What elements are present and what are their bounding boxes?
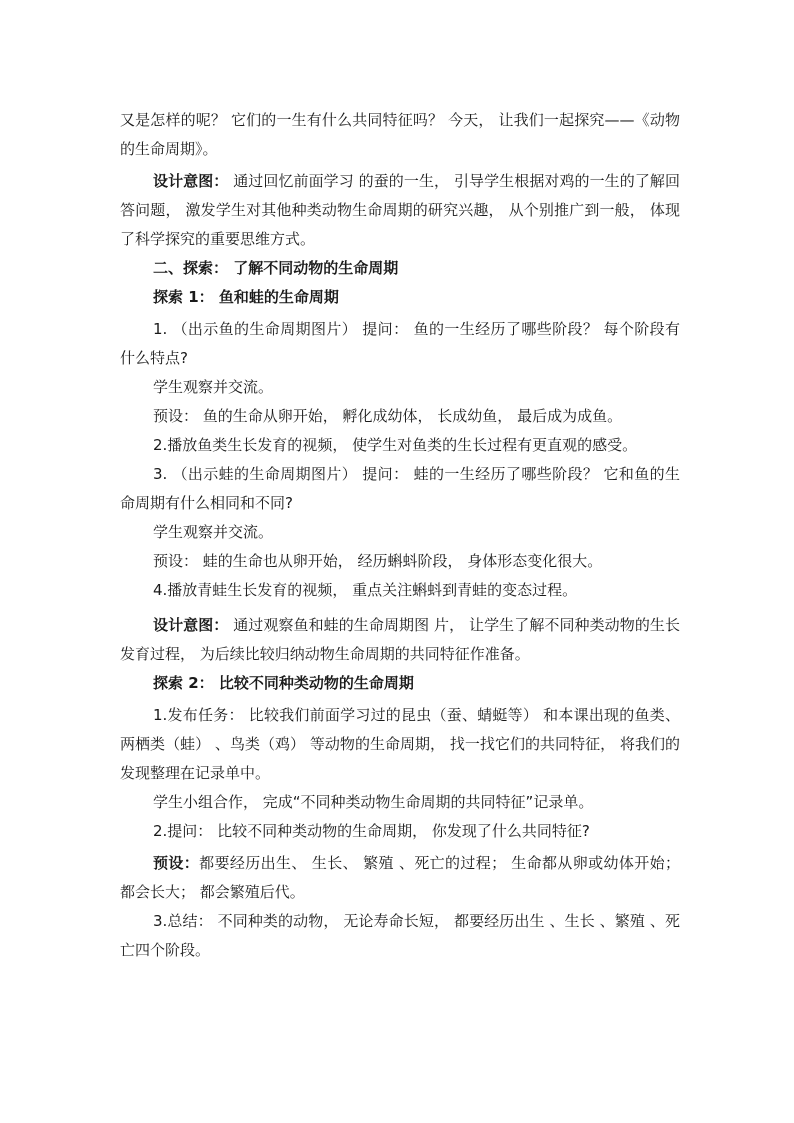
design-intent-label: 设计意图： — [153, 616, 229, 634]
step-1-fish: 1. （出示鱼的生命周期图片） 提问： 鱼的一生经历了哪些阶段？ 每个阶段有什么特点? — [120, 320, 680, 367]
subheading-explore-1: 探索 1： 鱼和蛙的生命周期 — [153, 288, 339, 306]
design-intent-text: 通过回忆前面学习 的蚕的一生， 引导学生根据对鸡的一生的了解回答问题， 激发学生对其他种类动物生命周期的研究兴趣， 从个别推广到一般， 体现了科学探究的重要思维方式。 — [120, 172, 680, 248]
step-2-fish-video: 2.播放鱼类生长发育的视频， 使学生对鱼类的生长过程有更直观的感受。 — [153, 436, 638, 454]
document-body — [120, 106, 680, 965]
preset-frog: 预设： 蛙的生命也从卵开始， 经历蝌蚪阶段， 身体形态变化很大。 — [153, 552, 603, 570]
preset-common-features — [120, 849, 680, 907]
student-observe-2: 学生观察并交流。 — [153, 523, 274, 541]
design-intent-2 — [120, 611, 680, 669]
step-3-summary: 3.总结： 不同种类的动物， 无论寿命长短， 都要经历出生 、生长 、繁殖 、死亡四个阶段。 — [120, 912, 680, 959]
design-intent-1 — [120, 167, 680, 254]
preset-fish: 预设： 鱼的生命从卵开始， 孵化成幼体， 长成幼鱼， 最后成为成鱼。 — [153, 407, 623, 425]
subheading-explore-2: 探索 2： 比较不同种类动物的生命周期 — [153, 674, 414, 692]
student-observe-1: 学生观察并交流。 — [153, 378, 274, 396]
design-intent-text: 通过观察鱼和蛙的生命周期图 片， 让学生了解不同种类动物的生长发育过程， 为后续比较归纳动物生命周期的共同特征作准备。 — [120, 616, 680, 663]
preset-text: 都要经历出生、 生长、 繁殖 、死亡的过程； 生命都从卵或幼体开始； 都会长大； 都会繁殖后代。 — [120, 854, 680, 901]
section-heading-explore: 二、探索： 了解不同动物的生命周期 — [153, 259, 399, 277]
intro-continuation: 又是怎样的呢？ 它们的一生有什么共同特征吗？ 今天， 让我们一起探究——《动物的生命周期》。 — [120, 111, 680, 158]
step-3-frog: 3. （出示蛙的生命周期图片） 提问： 蛙的一生经历了哪些阶段？ 它和鱼的生命周期有什么相同和不同? — [120, 465, 680, 512]
step-2-question: 2.提问： 比较不同种类动物的生命周期， 你发现了什么共同特征? — [153, 822, 590, 840]
preset-label: 预设： — [153, 854, 200, 872]
design-intent-label: 设计意图： — [153, 172, 229, 190]
step-4-frog-video: 4.播放青蛙生长发育的视频， 重点关注蝌蚪到青蛙的变态过程。 — [153, 581, 578, 599]
step-1-task: 1.发布任务： 比较我们前面学习过的昆虫（蚕、蜻蜓等） 和本课出现的鱼类、两栖类（蛙） 、鸟类（鸡） 等动物的生命周期， 找一找它们的共同特征， 将我们的发现整理在记录单中。 — [120, 706, 680, 782]
group-work: 学生小组合作， 完成“不同种类动物生命周期的共同特征”记录单。 — [153, 793, 594, 811]
